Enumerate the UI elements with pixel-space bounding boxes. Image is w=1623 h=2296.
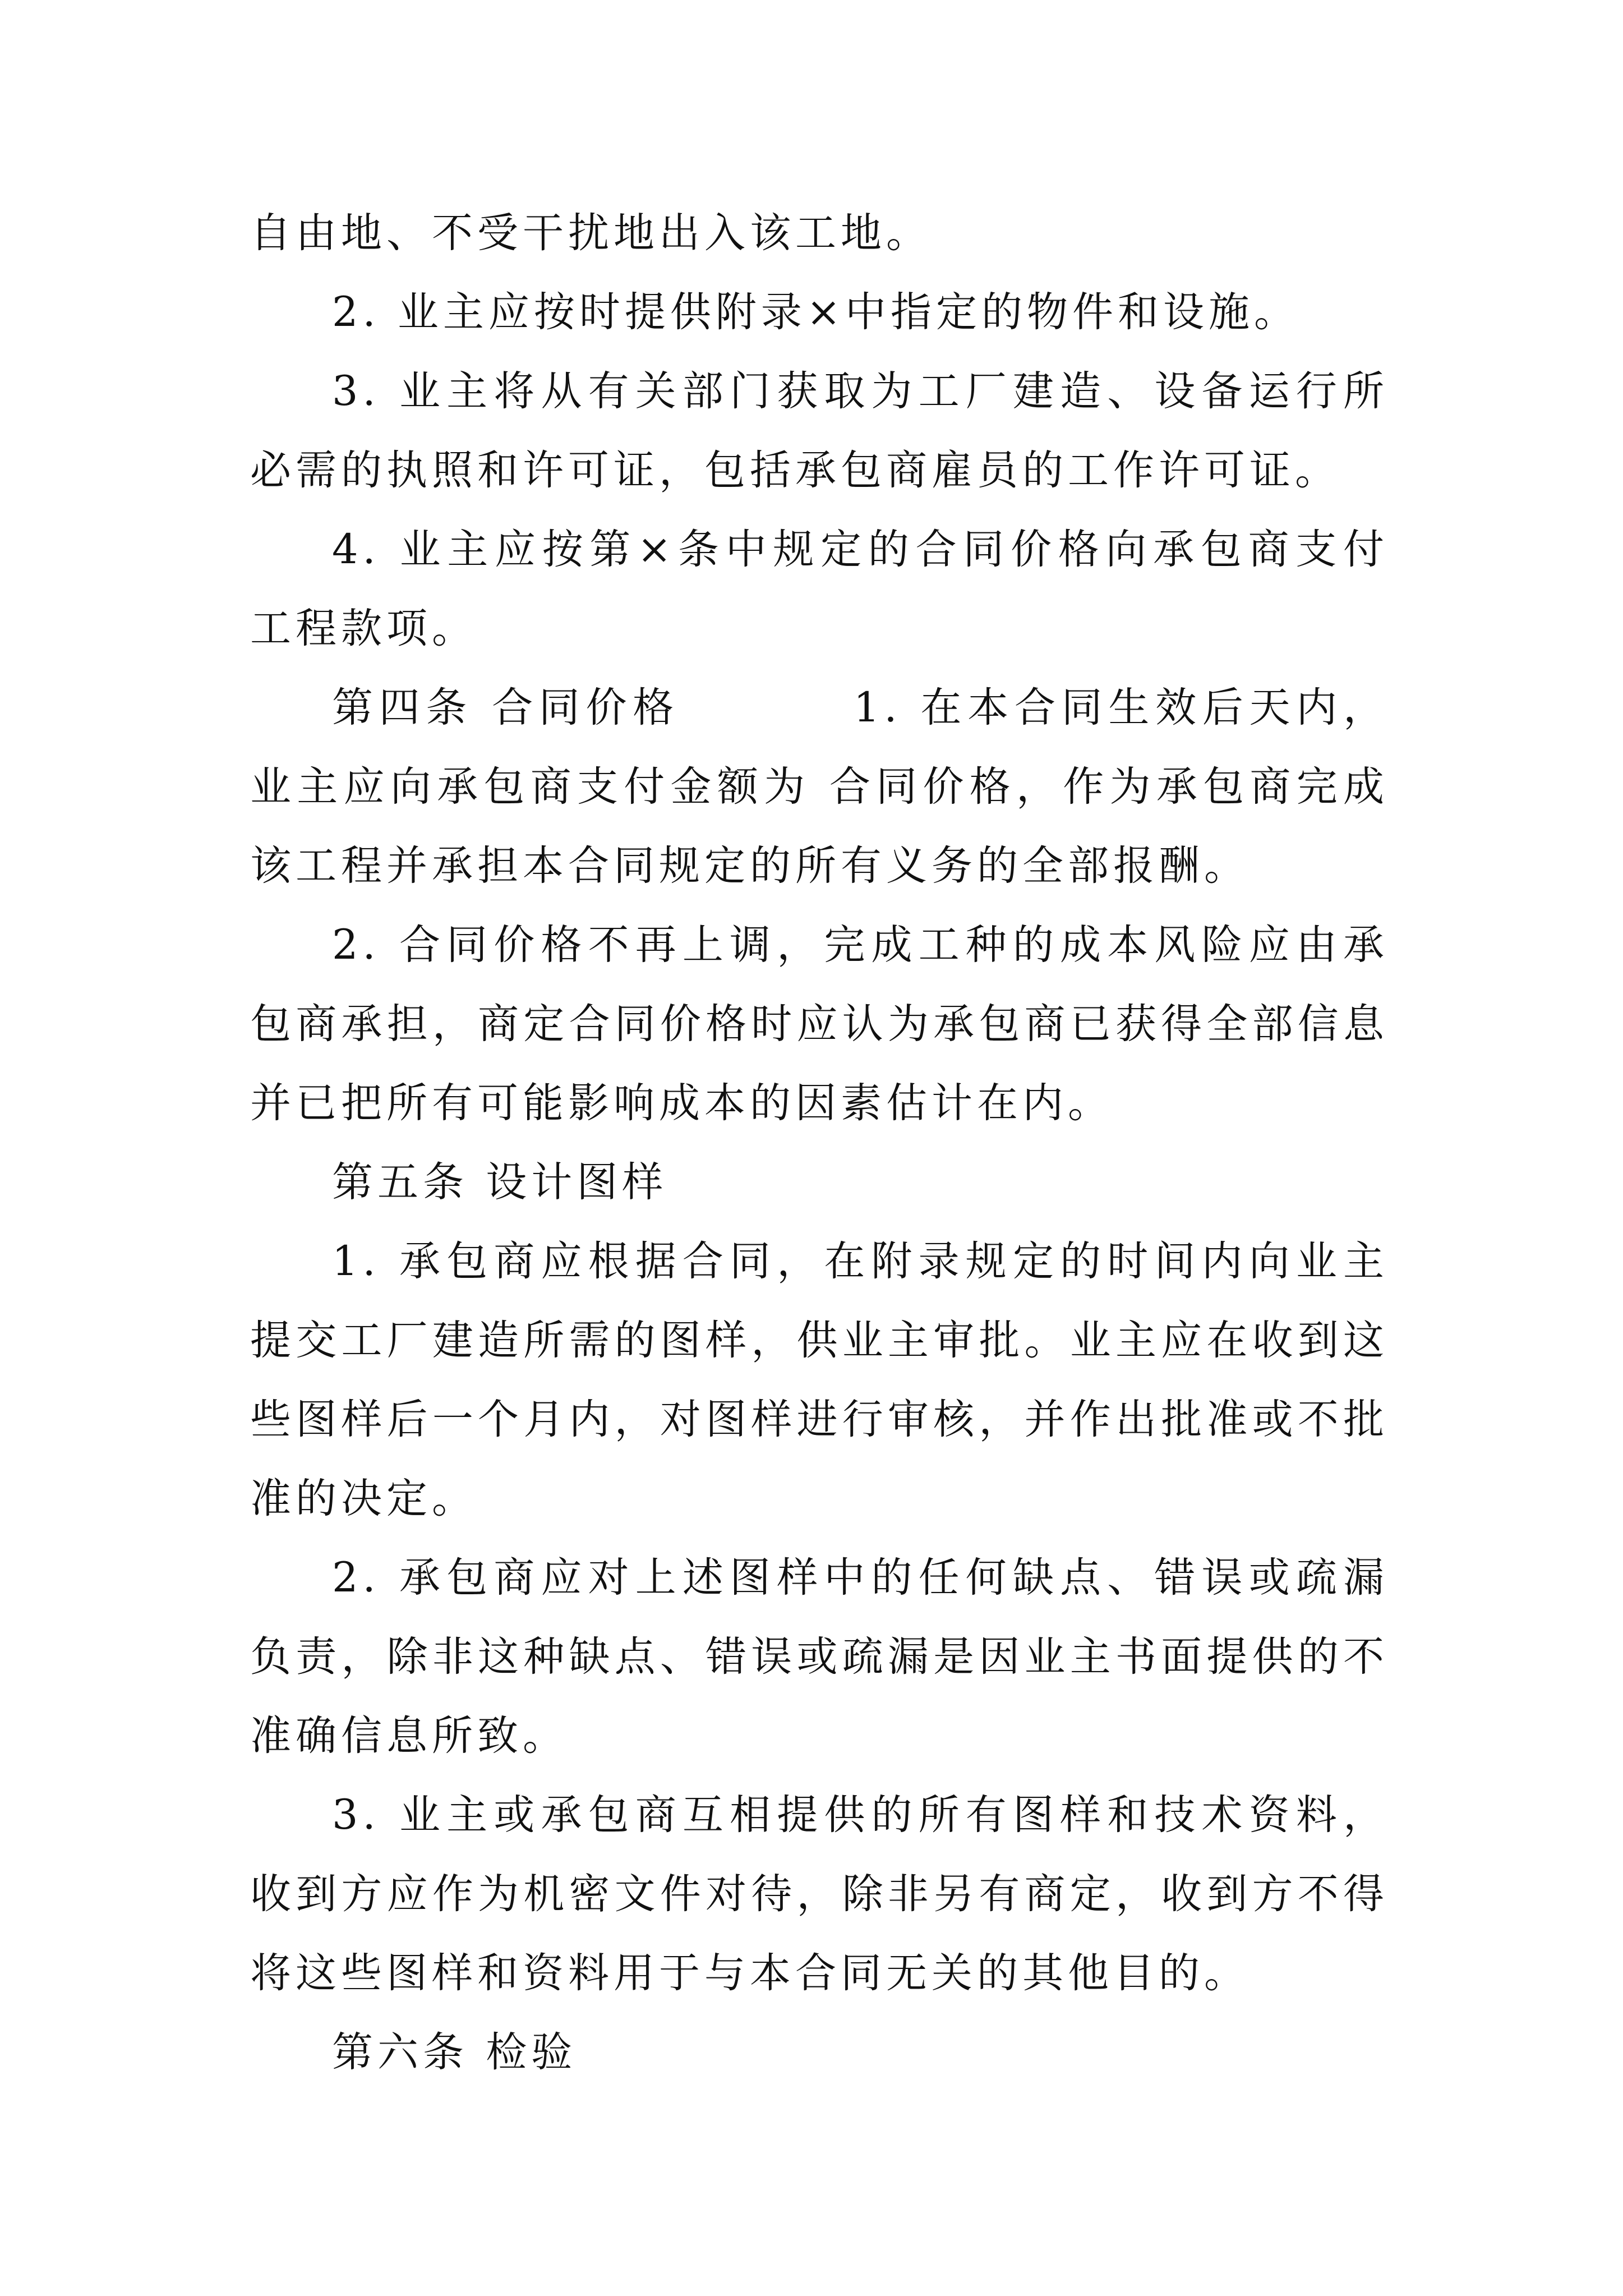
paragraph-drawings-submit: 1. 承包商应根据合同，在附录规定的时间内向业主提交工厂建造所需的图样，供业主审批。业主应在收到这些图样后一个月内，对图样进行审核，并作出批准或不批准的决定。 [250, 1237, 1389, 1522]
article-4-clause-1: 1. 在本合同生效后天内，业主应向承包商支付金额为 合同价格，作为承包商完成该工程并承担本合同规定的所有义务的全部报酬。 [250, 684, 1389, 890]
document-body [250, 194, 1389, 2092]
paragraph-owner-facilities: 2. 业主应按时提供附录×中指定的物件和设施。 [332, 288, 1300, 336]
paragraph-owner-payment: 4. 业主应按第×条中规定的合同价格向承包商支付工程款项。 [250, 526, 1389, 652]
paragraph-owner-permits: 3. 业主将从有关部门获取为工厂建造、设备运行所必需的执照和许可证，包括承包商雇员的工作许可证。 [250, 367, 1389, 494]
paragraph-site-access: 自由地、不受干扰地出入该工地。 [250, 209, 932, 257]
paragraph-price-fixed: 2. 合同价格不再上调，完成工种的成本风险应由承包商承担，商定合同价格时应认为承包商已获得全部信息并已把所有可能影响成本的因素估计在内。 [250, 921, 1389, 1127]
article-6-heading: 第六条 检验 [332, 2028, 577, 2076]
paragraph-drawings-errors: 2. 承包商应对上述图样中的任何缺点、错误或疏漏负责，除非这种缺点、错误或疏漏是因业主书面提供的不准确信息所致。 [250, 1554, 1389, 1760]
article-4-heading: 第四条 合同价格 [332, 684, 680, 731]
article-5-heading: 第五条 设计图样 [332, 1158, 668, 1206]
paragraph-drawings-confidential: 3. 业主或承包商互相提供的所有图样和技术资料，收到方应作为机密文件对待，除非另有商定，收到方不得将这些图样和资料用于与本合同无关的其他目的。 [250, 1791, 1389, 1997]
paragraph-article-4 [250, 668, 1389, 905]
